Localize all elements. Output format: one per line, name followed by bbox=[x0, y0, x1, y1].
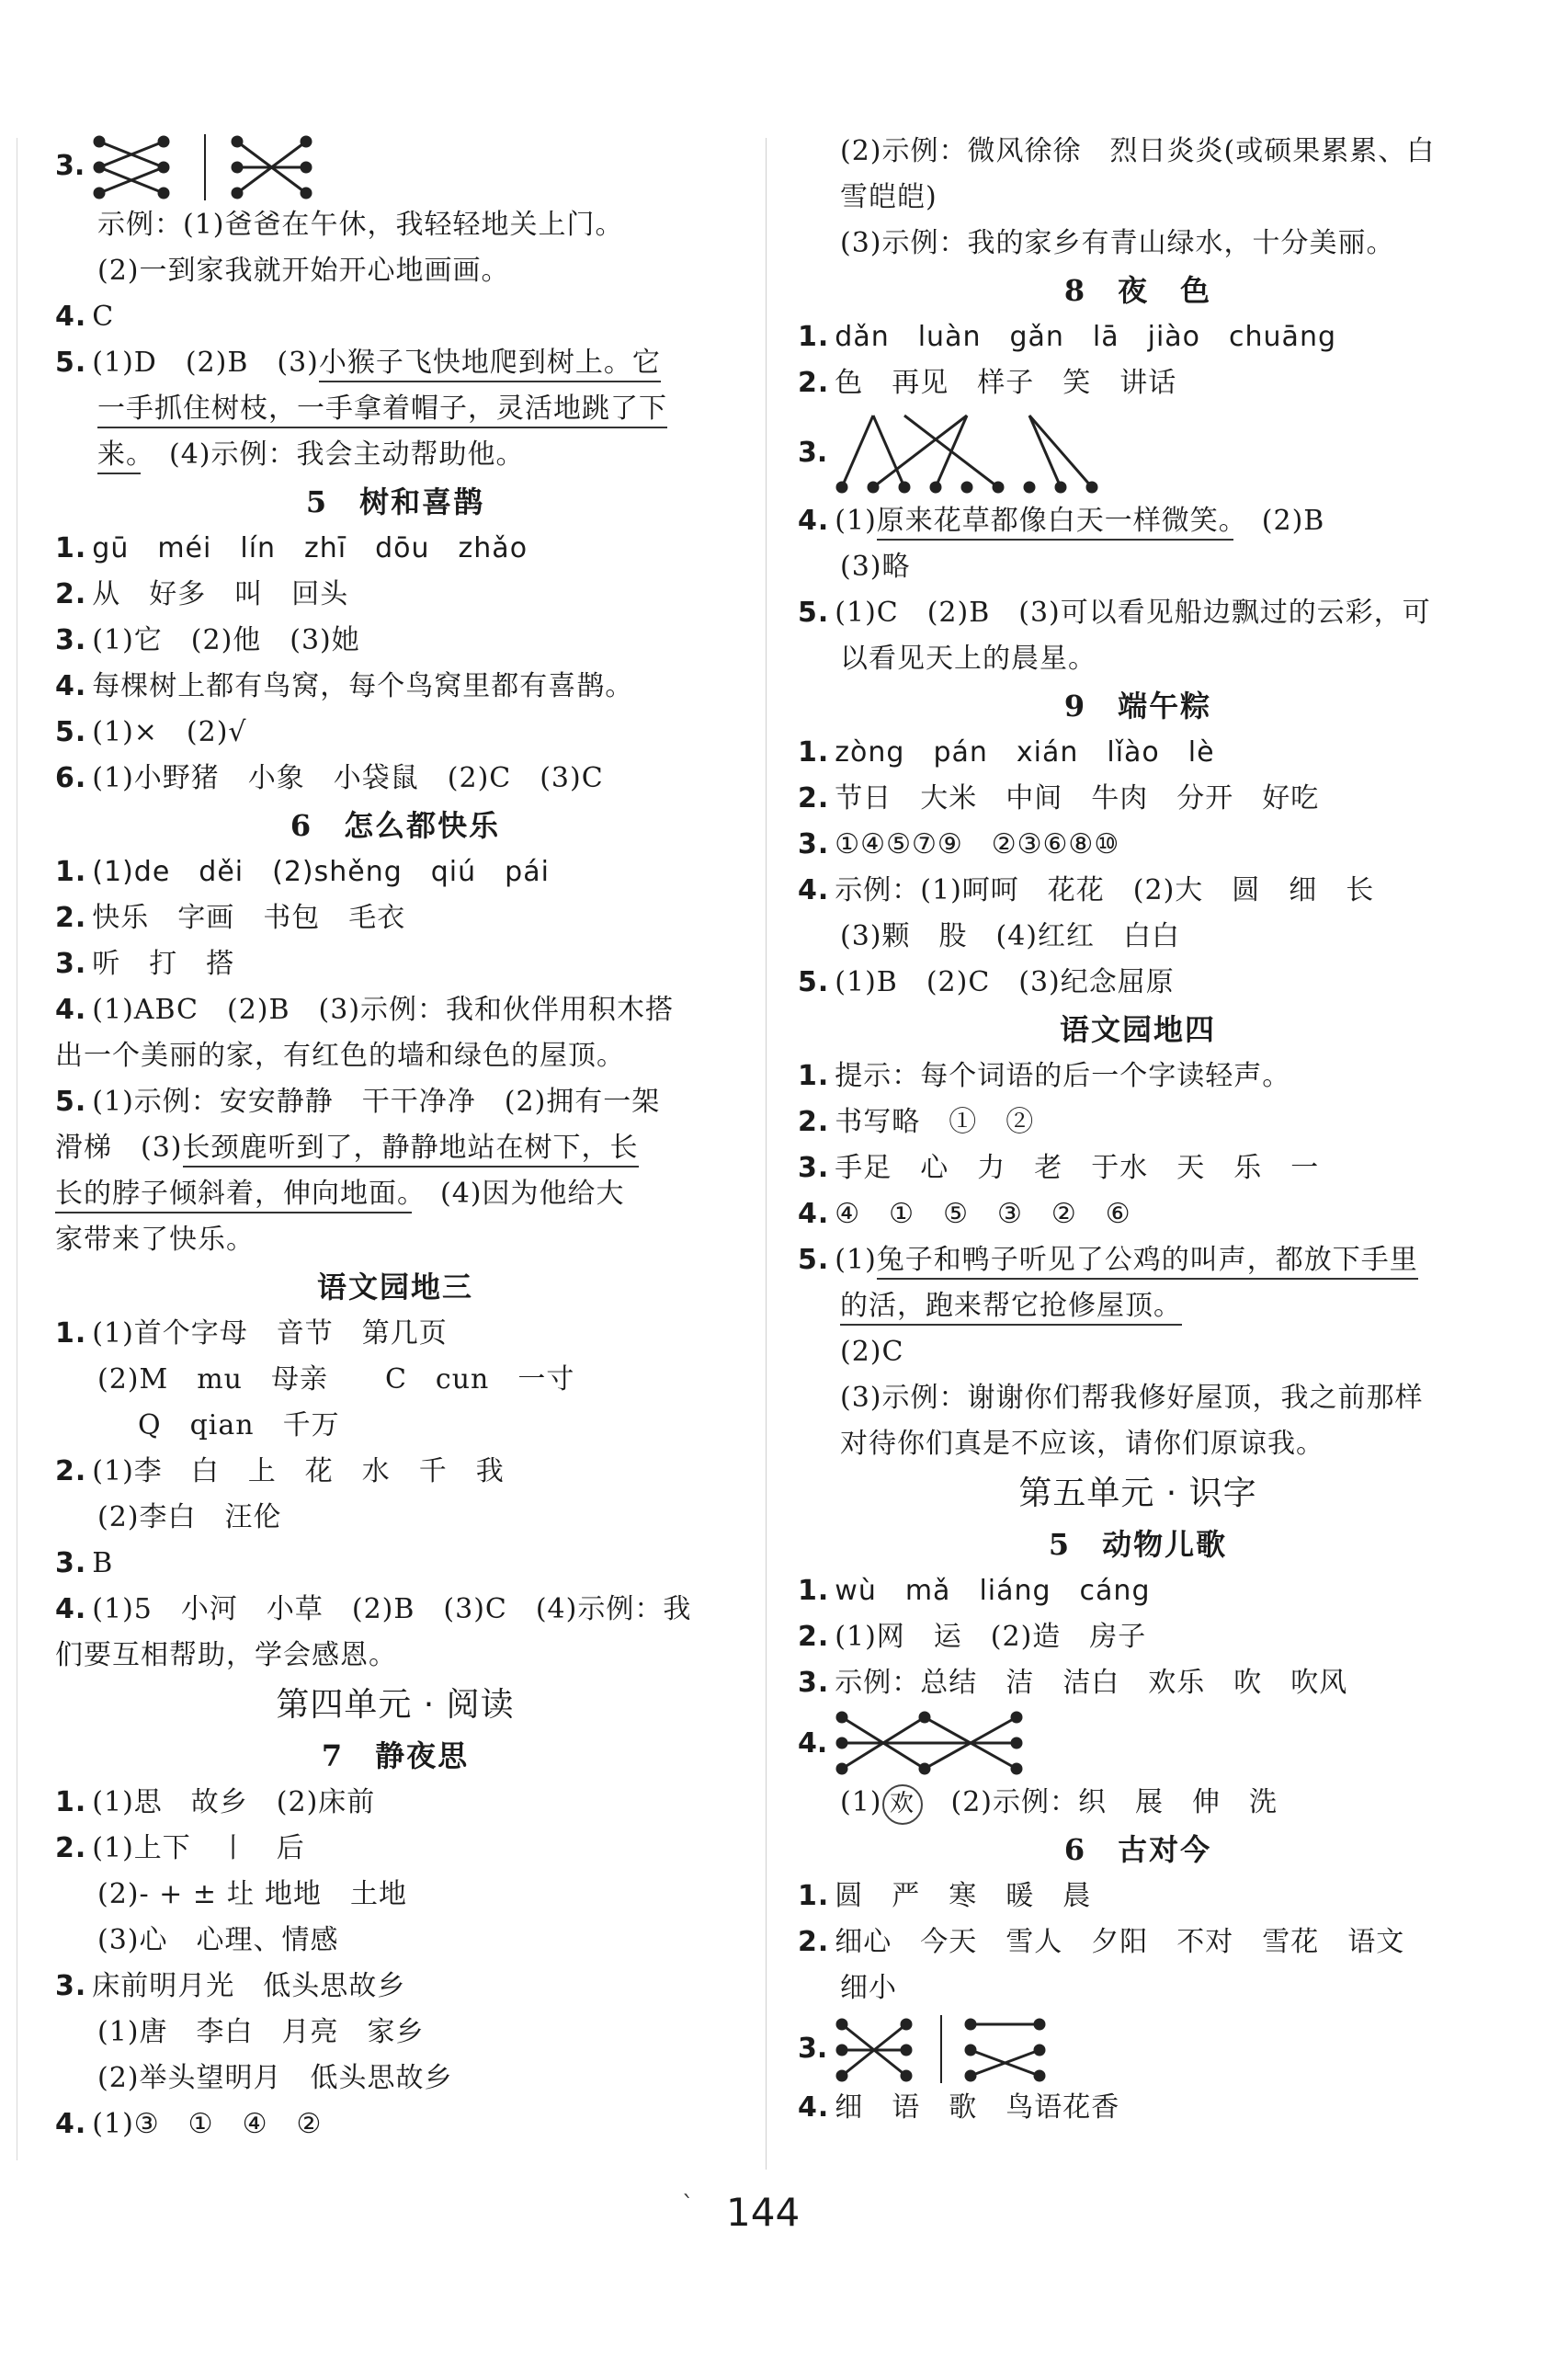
answer-text: 快乐 字画 书包 毛衣 bbox=[92, 902, 406, 934]
question-number: 5. bbox=[798, 966, 830, 998]
answer-line bbox=[798, 1054, 1478, 1099]
question-number: 1. bbox=[798, 736, 830, 769]
answer-line: (2)一到家我就开始开心地画画。 bbox=[97, 255, 510, 287]
underlined-answer: 长颈鹿听到了，静静地站在树下，长 bbox=[183, 1132, 639, 1168]
matching-lines-svg bbox=[833, 1706, 1053, 1780]
answer-line: (2)李白 汪伦 bbox=[97, 1501, 282, 1533]
question-number: 1. bbox=[798, 1880, 830, 1912]
underlined-answer: 小猴子飞快地爬到树上。它 bbox=[319, 347, 661, 382]
question-number: 2. bbox=[55, 578, 87, 610]
question-number: 4. bbox=[55, 2108, 87, 2140]
answer-line bbox=[798, 1145, 1478, 1191]
answer-line bbox=[55, 1079, 735, 1125]
question-number: 6. bbox=[55, 762, 87, 794]
answer-text: 示例：(1)呵呵 花花 (2)大 圆 细 长 bbox=[835, 874, 1375, 906]
section-title: 语文园地三 bbox=[316, 1270, 473, 1304]
unit-title: 第五单元 · 识字 bbox=[1018, 1475, 1257, 1512]
answer-line bbox=[55, 340, 735, 386]
answer-text: 书写略 ① ② bbox=[835, 1106, 1035, 1138]
answer-text: (1)③ ① ④ ② bbox=[92, 2108, 323, 2140]
answer-line: (3)颗 股 (4)红红 白白 bbox=[840, 920, 1180, 952]
pinyin-answer: (1)de děi (2)shěng qiú pái bbox=[92, 856, 550, 888]
question-number: 4. bbox=[55, 670, 87, 702]
matching-diagram-q3-ancient bbox=[798, 2011, 1478, 2085]
question-number: 2. bbox=[798, 1621, 830, 1653]
answer-line: (2)示例：微风徐徐 烈日炎炎(或硕果累累、白 bbox=[840, 135, 1436, 167]
question-number: 3. bbox=[55, 1970, 87, 2002]
underlined-answer: 原来花草都像白天一样微笑。 bbox=[877, 505, 1233, 541]
answer-line: (1)唐 李白 月亮 家乡 bbox=[97, 2016, 425, 2048]
answer-text: (2)B bbox=[1233, 505, 1325, 537]
question-number: 5. bbox=[798, 1244, 830, 1276]
answer-line bbox=[55, 710, 735, 756]
match-line bbox=[1029, 416, 1061, 487]
underlined-answer: 的活，跑来帮它抢修屋顶。 bbox=[840, 1290, 1182, 1326]
lesson-title: 6 古对今 bbox=[1063, 1832, 1212, 1867]
answer-text: 示例：总结 洁 洁白 欢乐 吹 吹风 bbox=[835, 1667, 1348, 1699]
answer-line bbox=[55, 1541, 735, 1587]
question-number: 4. bbox=[798, 874, 830, 906]
question-number: 1. bbox=[798, 321, 830, 353]
answer-text: (1)5 小河 小草 (2)B (3)C (4)示例：我 bbox=[92, 1593, 692, 1625]
answer-text: 节日 大米 中间 牛肉 分开 好吃 bbox=[835, 782, 1320, 814]
answer-line bbox=[55, 941, 735, 987]
answer-text: (1) bbox=[835, 505, 877, 537]
answer-text: (1)首个字母 音节 第几页 bbox=[92, 1317, 448, 1350]
question-number: 2. bbox=[798, 782, 830, 814]
question-number: 2. bbox=[798, 367, 830, 399]
answer-line bbox=[55, 1780, 735, 1826]
question-number: 2. bbox=[55, 902, 87, 934]
answer-text: (1) bbox=[835, 1244, 877, 1276]
question-number: 3. bbox=[798, 1667, 830, 1699]
underlined-answer: 一手抓住树枝，一手拿着帽子，灵活地跳了下 bbox=[97, 393, 667, 428]
answer-text: (1)它 (2)他 (3)她 bbox=[92, 624, 360, 656]
question-number: 4. bbox=[798, 1726, 828, 1760]
answer-text: (1)网 运 (2)造 房子 bbox=[835, 1621, 1147, 1653]
answer-line bbox=[55, 1964, 735, 2010]
answer-line: Q qian 千万 bbox=[138, 1409, 340, 1441]
answer-text: (1)C (2)B (3)可以看见船边飘过的云彩，可 bbox=[835, 597, 1431, 629]
unit-title: 第四单元 · 阅读 bbox=[276, 1686, 515, 1724]
answer-line bbox=[798, 314, 1478, 360]
question-number: 2. bbox=[798, 1106, 830, 1138]
answer-line bbox=[55, 1826, 735, 1872]
page-number: 144 bbox=[726, 2190, 801, 2235]
answer-line bbox=[798, 1874, 1478, 1919]
answer-line bbox=[55, 618, 735, 664]
answer-text: (1)D (2)B (3) bbox=[92, 347, 319, 379]
answer-line: (3)示例：谢谢你们帮我修好屋顶，我之前那样 bbox=[840, 1382, 1424, 1414]
answer-line bbox=[798, 1660, 1478, 1706]
answer-text: 手足 心 力 老 于水 天 乐 一 bbox=[835, 1152, 1320, 1184]
answer-line bbox=[798, 1283, 1478, 1329]
question-number: 1. bbox=[55, 856, 87, 888]
answer-line bbox=[798, 360, 1478, 406]
answer-line: 细小 bbox=[840, 1972, 897, 2004]
lesson-title: 8 夜 色 bbox=[1063, 273, 1212, 308]
question-number: 3. bbox=[798, 2032, 828, 2065]
question-number: 5. bbox=[55, 1086, 87, 1118]
answer-line bbox=[55, 1311, 735, 1357]
answer-line: (3)示例：我的家乡有青山绿水，十分美丽。 bbox=[840, 227, 1395, 259]
question-number: 4. bbox=[798, 505, 830, 537]
answer-line bbox=[798, 2085, 1478, 2131]
matching-diagram-q3-night bbox=[798, 406, 1478, 498]
answer-text: (1)李 白 上 花 水 千 我 bbox=[92, 1455, 505, 1487]
answer-line bbox=[798, 1919, 1478, 1965]
answer-text: (1)上下 丨 后 bbox=[92, 1832, 305, 1864]
answer-text: B bbox=[92, 1547, 114, 1579]
answer-line: 出一个美丽的家，有红色的墙和绿色的屋顶。 bbox=[55, 1040, 625, 1072]
answer-text: (1)小野猪 小象 小袋鼠 (2)C (3)C bbox=[92, 762, 604, 794]
answer-text: 每棵树上都有鸟窝，每个鸟窝里都有喜鹊。 bbox=[92, 670, 634, 702]
answer-line: 们要互相帮助，学会感恩。 bbox=[55, 1639, 397, 1671]
matching-lines-svg bbox=[833, 406, 1127, 498]
column-divider bbox=[766, 138, 767, 2170]
answer-text: ④ ① ⑤ ③ ② ⑥ bbox=[835, 1198, 1131, 1230]
answer-text: 圆 严 寒 暖 晨 bbox=[835, 1880, 1092, 1912]
answer-line bbox=[798, 590, 1478, 636]
match-line bbox=[842, 416, 873, 487]
answer-line bbox=[55, 386, 735, 432]
answer-line: 示例：(1)爸爸在午休，我轻轻地关上门。 bbox=[97, 209, 624, 241]
answer-text: (1)× (2)√ bbox=[92, 716, 247, 748]
question-number: 3. bbox=[798, 828, 830, 860]
answer-line bbox=[798, 1780, 1478, 1826]
question-number: 4. bbox=[55, 1593, 87, 1625]
answer-line bbox=[798, 1099, 1478, 1145]
answer-text: 听 打 搭 bbox=[92, 948, 235, 980]
matching-lines-svg bbox=[833, 2011, 1053, 2085]
footer-mark: ` bbox=[682, 2192, 694, 2219]
lesson-title: 5 动物儿歌 bbox=[1048, 1527, 1228, 1562]
answer-text: (1) bbox=[840, 1786, 882, 1818]
section-title: 语文园地四 bbox=[1059, 1012, 1216, 1047]
answer-text: 从 好多 叫 回头 bbox=[92, 578, 349, 610]
answer-line bbox=[55, 526, 735, 572]
question-number: 3. bbox=[798, 436, 828, 469]
answer-text: (4)因为他给大 bbox=[412, 1178, 625, 1210]
answer-text: 细心 今天 雪人 夕阳 不对 雪花 语文 bbox=[835, 1926, 1405, 1958]
matching-lines-svg bbox=[90, 129, 320, 202]
lesson-title: 9 端午粽 bbox=[1063, 689, 1212, 723]
question-number: 2. bbox=[55, 1832, 87, 1864]
answer-line bbox=[55, 895, 735, 941]
answer-text: ①④⑤⑦⑨ ②③⑥⑧⑩ bbox=[835, 828, 1120, 860]
answer-line bbox=[798, 1191, 1478, 1237]
answer-line: (3)心 心理、情感 bbox=[97, 1924, 339, 1956]
answer-line bbox=[55, 432, 735, 478]
question-number: 4. bbox=[798, 1198, 830, 1230]
underlined-answer: 兔子和鸭子听见了公鸡的叫声，都放下手里 bbox=[877, 1244, 1418, 1280]
answer-line bbox=[55, 572, 735, 618]
question-number: 3. bbox=[798, 1152, 830, 1184]
question-number: 3. bbox=[55, 1547, 87, 1579]
answer-line bbox=[798, 868, 1478, 914]
answer-line bbox=[798, 1237, 1478, 1283]
answer-line bbox=[798, 822, 1478, 868]
match-dot bbox=[962, 483, 971, 492]
answer-line: 对待你们真是不应该，请你们原谅我。 bbox=[840, 1428, 1324, 1460]
answer-text: 提示：每个词语的后一个字读轻声。 bbox=[835, 1060, 1291, 1092]
matching-diagram-q4-animals bbox=[798, 1706, 1478, 1780]
question-number: 1. bbox=[55, 532, 87, 564]
answer-text: 色 再见 样子 笑 讲话 bbox=[835, 367, 1177, 399]
right-column bbox=[798, 129, 1478, 2131]
question-number: 1. bbox=[55, 1317, 87, 1350]
answer-line: (2)举头望明月 低头思故乡 bbox=[97, 2062, 453, 2094]
question-number: 1. bbox=[55, 1786, 87, 1818]
question-number: 1. bbox=[798, 1575, 830, 1607]
answer-line: 以看见天上的晨星。 bbox=[840, 643, 1096, 675]
answer-line: (2)- + ± 圵 地地 土地 bbox=[97, 1878, 408, 1910]
matching-diagram-q3 bbox=[55, 129, 735, 202]
lesson-title: 7 静夜思 bbox=[321, 1738, 470, 1773]
answer-text: 床前明月光 低头思故乡 bbox=[92, 1970, 406, 2002]
answer-text: (1)示例：安安静静 干干净净 (2)拥有一架 bbox=[92, 1086, 661, 1118]
answer-text: (2)示例：织 展 伸 洗 bbox=[922, 1786, 1278, 1818]
circled-character: 欢 bbox=[882, 1784, 923, 1825]
pinyin-answer: wù mǎ liáng cáng bbox=[835, 1575, 1151, 1607]
underlined-answer: 长的脖子倾斜着，伸向地面。 bbox=[55, 1178, 412, 1213]
answer-line bbox=[798, 960, 1478, 1006]
pinyin-answer: zòng pán xián lǐào lè bbox=[835, 736, 1215, 769]
question-number: 1. bbox=[798, 1060, 830, 1092]
answer-line bbox=[798, 1568, 1478, 1614]
answer-line bbox=[55, 2102, 735, 2147]
answer-line: 家带来了快乐。 bbox=[55, 1224, 255, 1256]
answer-text: (1)思 故乡 (2)床前 bbox=[92, 1786, 376, 1818]
answer-line bbox=[55, 756, 735, 802]
answer-line bbox=[55, 294, 735, 340]
question-number: 5. bbox=[55, 716, 87, 748]
question-number: 3. bbox=[55, 149, 85, 182]
question-number: 2. bbox=[798, 1926, 830, 1958]
question-number: 3. bbox=[55, 948, 87, 980]
answer-line bbox=[798, 498, 1478, 544]
question-number: 4. bbox=[798, 2091, 830, 2124]
answer-line bbox=[55, 664, 735, 710]
answer-line: (2)M mu 母亲 C cun 一寸 bbox=[97, 1363, 575, 1395]
question-number: 4. bbox=[55, 301, 87, 333]
underlined-answer: 来。 bbox=[97, 439, 141, 474]
lesson-title: 5 树和喜鹊 bbox=[305, 484, 485, 519]
answer-text: 细 语 歌 鸟语花香 bbox=[835, 2091, 1120, 2124]
answer-line bbox=[55, 1171, 735, 1217]
answer-text: (1)ABC (2)B (3)示例：我和伙伴用积木搭 bbox=[92, 994, 675, 1026]
answer-text: (4)示例：我会主动帮助他。 bbox=[141, 439, 525, 471]
answer-line bbox=[798, 730, 1478, 776]
match-line bbox=[1029, 416, 1092, 487]
answer-line bbox=[798, 776, 1478, 822]
answer-line: (3)略 bbox=[840, 551, 911, 583]
answer-line bbox=[55, 987, 735, 1033]
pinyin-answer: dǎn luàn gǎn lā jiào chuāng bbox=[835, 321, 1336, 353]
question-number: 3. bbox=[55, 624, 87, 656]
left-column bbox=[55, 129, 735, 2147]
lesson-title: 6 怎么都快乐 bbox=[290, 808, 501, 843]
answer-line bbox=[55, 1125, 735, 1171]
answer-line bbox=[55, 1587, 735, 1633]
answer-line bbox=[55, 1449, 735, 1495]
question-number: 4. bbox=[55, 994, 87, 1026]
answer-line: 雪皑皑) bbox=[840, 181, 937, 213]
answer-text: 滑梯 (3) bbox=[55, 1132, 183, 1164]
answer-text: C bbox=[92, 301, 115, 333]
answer-line bbox=[798, 1614, 1478, 1660]
question-number: 5. bbox=[55, 347, 87, 379]
question-number: 2. bbox=[55, 1455, 87, 1487]
pinyin-answer: gū méi lín zhī dōu zhǎo bbox=[92, 532, 528, 564]
answer-line bbox=[55, 849, 735, 895]
answer-text: (1)B (2)C (3)纪念屈原 bbox=[835, 966, 1175, 998]
answer-line: (2)C bbox=[840, 1336, 904, 1368]
question-number: 5. bbox=[798, 597, 830, 629]
